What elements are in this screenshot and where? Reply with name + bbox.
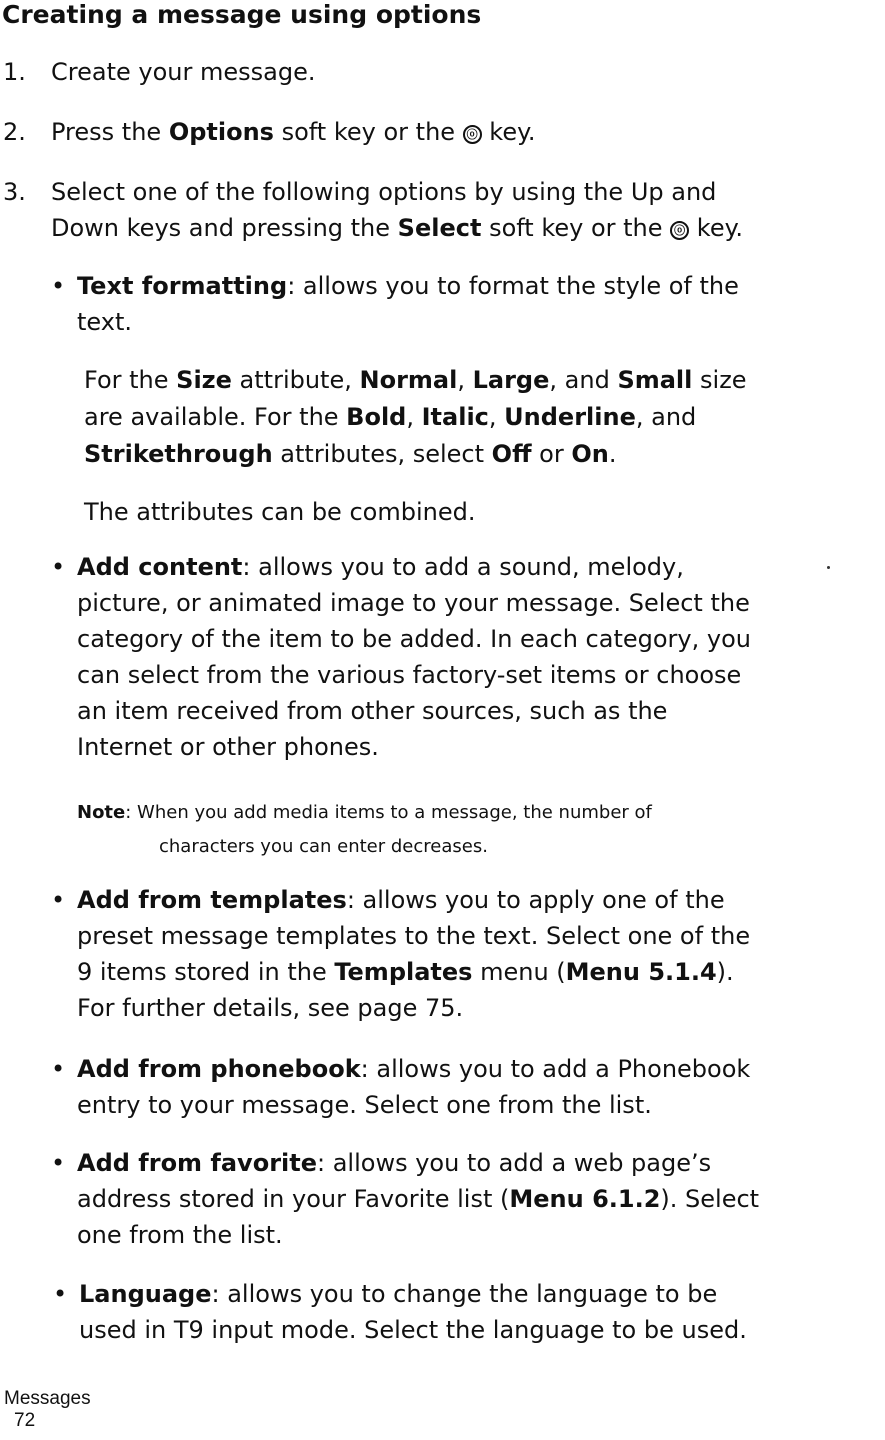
section-heading: Creating a message using options: [2, 0, 482, 29]
step-text: Press the Options soft key or the ⓞ key.: [51, 118, 536, 146]
bullet-icon: •: [51, 272, 66, 300]
step-text: Create your message.: [51, 58, 316, 86]
page-footer: [4, 1388, 91, 1432]
bullet-icon: •: [51, 1149, 66, 1177]
bullet-icon: •: [51, 886, 66, 914]
footer-section: Messages: [4, 1388, 91, 1409]
bullet-icon: •: [51, 1055, 66, 1083]
page-number: 72: [14, 1410, 36, 1431]
ok-key-icon: ⓞ: [463, 125, 482, 144]
note-label: Note: [77, 802, 126, 823]
note-block: Note: When you add media items to a message, the number of characters you can enter decreases.: [77, 802, 652, 857]
bullet-icon: •: [53, 1280, 68, 1308]
bullet-icon: •: [51, 553, 66, 581]
scan-speck: [827, 566, 830, 569]
combined-note: The attributes can be combined.: [84, 498, 476, 526]
option-add-content: • Add content: allows you to add a sound, melody, picture, or animated image to your message. Select the category of the item to be added. In each category, you can select from the various factory-set items or choose an item received from other sources, such as the Internet or other phones.: [77, 549, 751, 765]
option-text-formatting: • Text formatting: allows you to format the style of the text.: [77, 268, 739, 340]
size-attributes-paragraph: For the Size attribute, Normal, Large, and Small size are available. For the Bold, Italic, Underline, and Strikethrough attributes, select Off or On.: [84, 366, 747, 468]
step-number: 1.: [3, 58, 26, 86]
step-number: 3.: [3, 178, 26, 206]
ok-key-icon: ⓞ: [670, 221, 689, 240]
step-number: 2.: [3, 118, 26, 146]
option-language: • Language: allows you to change the language to be used in T9 input mode. Select the language to be used.: [79, 1276, 747, 1348]
step-text: Select one of the following options by using the Up and Down keys and pressing the Select soft key or the ⓞ key.: [51, 178, 744, 242]
option-add-from-favorite: • Add from favorite: allows you to add a web page’s address stored in your Favorite list (Menu 6.1.2). Select one from the list.: [77, 1145, 759, 1253]
option-add-from-templates: • Add from templates: allows you to apply one of the preset message templates to the text. Select one of the 9 items stored in the Templates menu (Menu 5.1.4). For further details, see page 75.: [77, 882, 750, 1026]
option-add-from-phonebook: • Add from phonebook: allows you to add a Phonebook entry to your message. Select one from the list.: [77, 1051, 750, 1123]
